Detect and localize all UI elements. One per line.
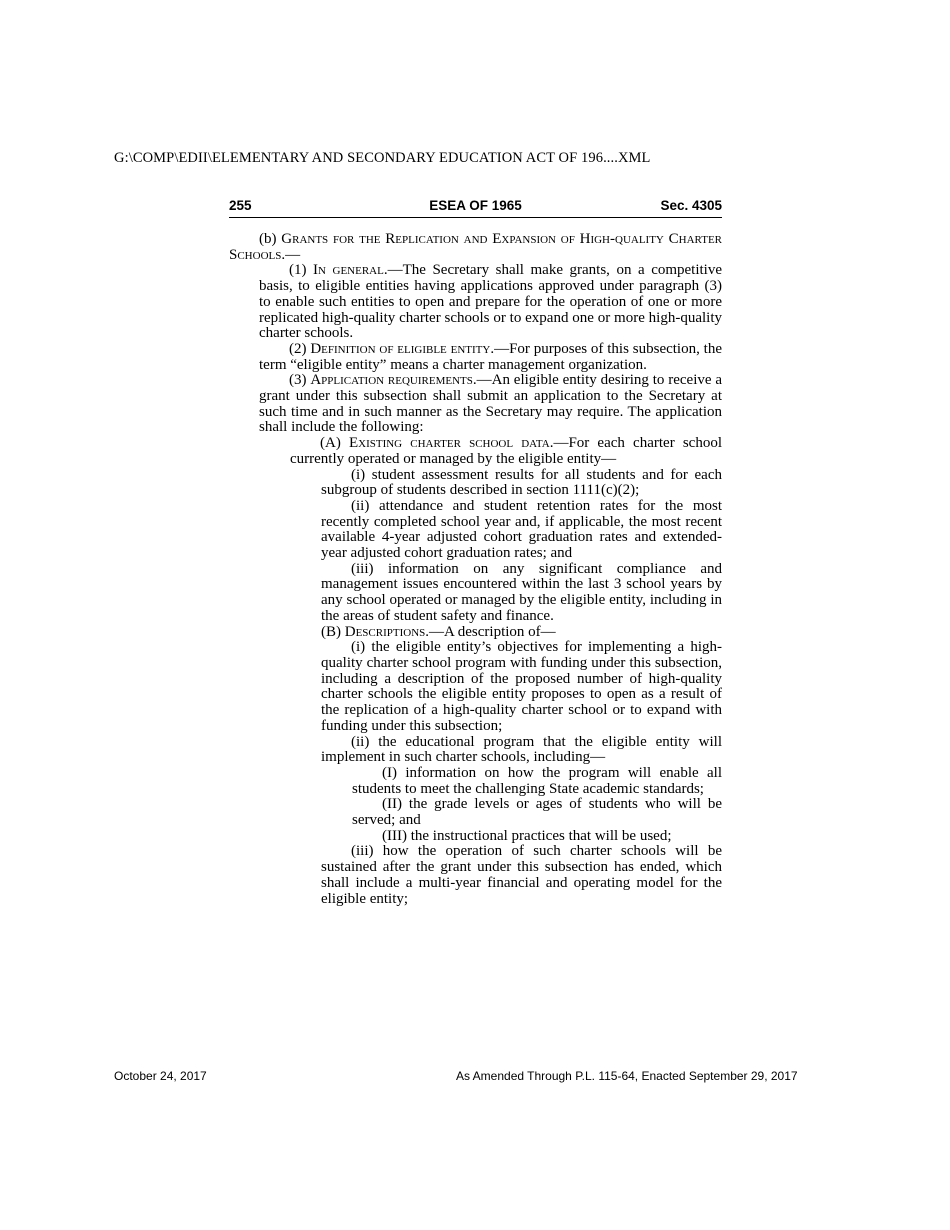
clause-a-iii: (iii) information on any significant compliance and management issues encountered within the last 3 school years by any school operated or managed by the eligible entity, including in the areas of student safety and finance. xyxy=(321,560,722,624)
paragraph-1-text: —The Secretary shall make grants, on a competitive basis, to eligible entities having applications approved under paragraph (3) to enable such entities to open and prepare for the operation of one or more replicated high-quality charter schools or to expand one or more high-quality charter schools. xyxy=(259,262,723,342)
paragraph-2-lead: (2) xyxy=(289,340,311,357)
subparagraph-a-lead: (A) xyxy=(320,435,349,452)
paragraph-3-text: —An eligible entity desiring to receive a grant under this subsection shall submit an application to the Secretary at such time and in such manner as the Secretary may require. The application shall include the following: xyxy=(259,372,723,436)
page-number: 255 xyxy=(229,198,252,213)
paragraph-2 xyxy=(229,342,722,373)
file-path: G:\COMP\EDII\ELEMENTARY AND SECONDARY EDUCATION ACT OF 196....XML xyxy=(114,150,651,166)
subparagraph-a-text: —For each charter school currently operated or managed by the eligible entity— xyxy=(290,435,722,467)
paragraph-2-heading: Definition of eligible entity. xyxy=(310,340,495,357)
subparagraph-b-heading: Descriptions. xyxy=(344,623,430,640)
subparagraph-a xyxy=(229,436,722,467)
subparagraph-b-lead: (B) xyxy=(321,623,345,640)
subsection-b-heading: Grants for the Replication and Expansion of High-quality Charter Schools.— xyxy=(229,231,722,263)
paragraph-3 xyxy=(229,373,722,436)
clause-b-ii: (ii) the educational program that the eligible entity will implement in such charter schools, including— xyxy=(321,733,722,766)
subclause-b-ii-ii: (II) the grade levels or ages of students who will be served; and xyxy=(352,796,722,829)
statute-text xyxy=(229,232,722,907)
subparagraph-a-heading: Existing charter school data. xyxy=(348,435,554,452)
subsection-b-lead: (b) xyxy=(259,231,282,247)
running-title: ESEA OF 1965 xyxy=(429,198,522,213)
clause-b-i: (i) the eligible entity’s objectives for implementing a high-quality charter school program with funding under this subsection, including a description of the proposed number of high-quality charter schools the eligible entity proposes to open as a result of the replication of a high-quality charter school or to expand with funding under this subsection; xyxy=(321,639,722,734)
section-number: Sec. 4305 xyxy=(660,198,722,213)
footer-amended: As Amended Through P.L. 115-64, Enacted September 29, 2017 xyxy=(456,1069,798,1083)
paragraph-3-heading: Application requirements. xyxy=(310,372,477,389)
clause-a-ii: (ii) attendance and student retention rates for the most recently completed school year and, if applicable, the most recent available 4-year adjusted cohort graduation rates and extended-year adjusted cohort graduation rates; and xyxy=(321,497,722,562)
paragraph-3-lead: (3) xyxy=(289,372,311,389)
page-header xyxy=(229,198,722,218)
subparagraph-b-text: —A description of— xyxy=(429,623,556,640)
footer-date: October 24, 2017 xyxy=(114,1069,207,1083)
clause-b-iii: (iii) how the operation of such charter schools will be sustained after the grant under this subsection has ended, which shall include a multi-year financial and operating model for the eligible entity; xyxy=(321,843,722,907)
paragraph-1-lead: (1) xyxy=(289,262,314,279)
paragraph-2-text: —For purposes of this subsection, the term “eligible entity” means a charter management organization. xyxy=(259,340,723,373)
subclause-b-ii-i: (I) information on how the program will enable all students to meet the challenging State academic standards; xyxy=(352,764,722,797)
paragraph-1-heading: In general. xyxy=(313,262,388,279)
clause-a-i: (i) student assessment results for all students and for each subgroup of students described in section 1111(c)(2); xyxy=(321,466,722,499)
paragraph-1 xyxy=(229,263,722,342)
subsection-b xyxy=(229,232,722,263)
subclause-b-ii-iii: (III) the instructional practices that will be used; xyxy=(382,827,672,844)
subparagraph-b xyxy=(229,625,722,641)
